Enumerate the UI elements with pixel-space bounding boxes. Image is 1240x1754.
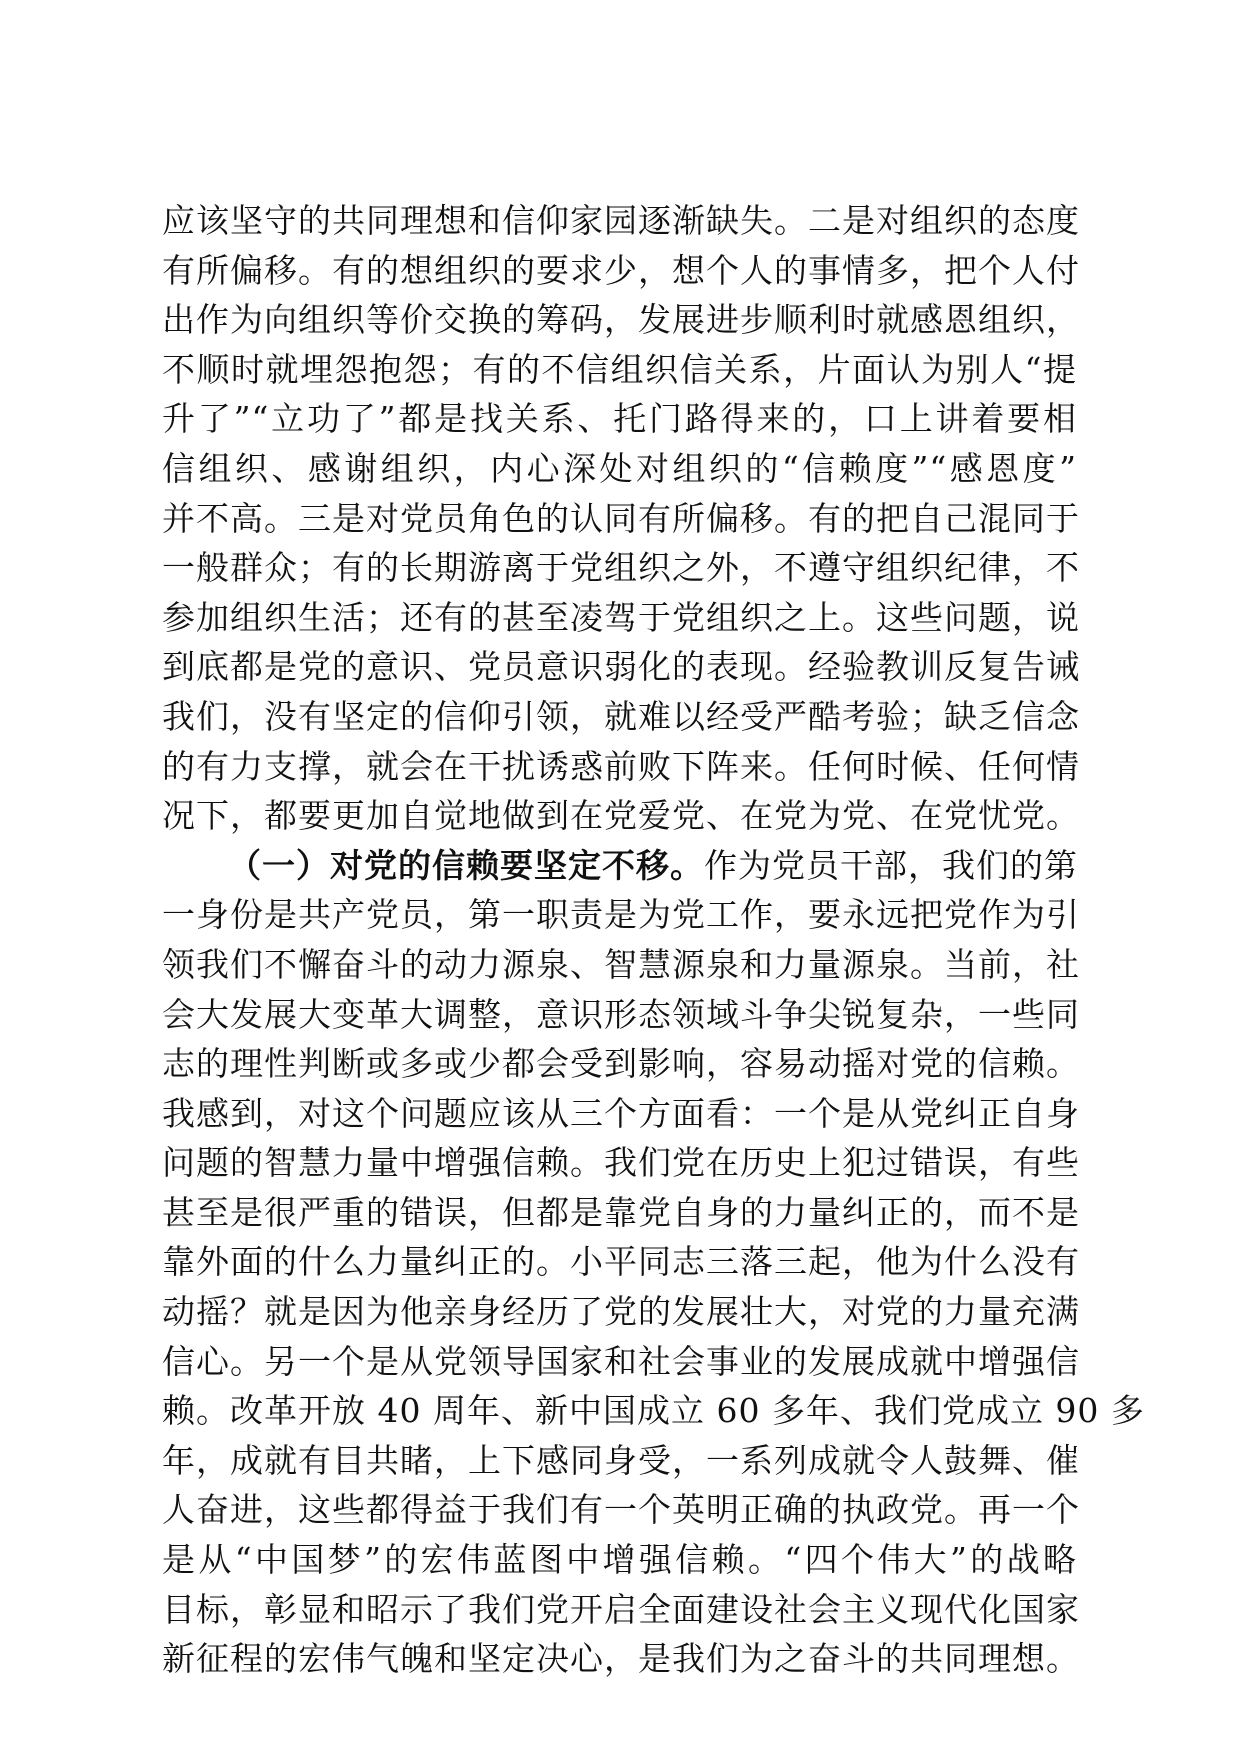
text-line: 参加组织生活；还有的甚至凌驾于党组织之上。这些问题，说 bbox=[162, 597, 1080, 637]
text-line: 的有力支撑，就会在干扰诱惑前败下阵来。任何时候、任何情 bbox=[162, 746, 1080, 786]
text-line: 有所偏移。有的想组织的要求少，想个人的事情多，把个人付 bbox=[162, 250, 1080, 290]
text-line: 问题的智慧力量中增强信赖。我们党在历史上犯过错误，有些 bbox=[162, 1143, 1080, 1183]
text-line: 我们，没有坚定的信仰引领，就难以经受严酷考验；缺乏信念 bbox=[162, 696, 1080, 736]
text-line: 目标，彰显和昭示了我们党开启全面建设社会主义现代化国家 bbox=[162, 1589, 1080, 1629]
text-line: 况下，都要更加自觉地做到在党爱党、在党为党、在党忧党。 bbox=[162, 796, 1080, 836]
text-line: 动摇？就是因为他亲身经历了党的发展壮大，对党的力量充满 bbox=[162, 1292, 1080, 1332]
text-line: 不顺时就埋怨抱怨；有的不信组织信关系，片面认为别人“提 bbox=[162, 349, 1077, 389]
text-line: 到底都是党的意识、党员意识弱化的表现。经验教训反复告诫 bbox=[162, 647, 1080, 687]
text-line: 领我们不懈奋斗的动力源泉、智慧源泉和力量源泉。当前，社 bbox=[162, 944, 1080, 984]
text-line: 年，成就有目共睹，上下感同身受，一系列成就令人鼓舞、催 bbox=[162, 1440, 1080, 1480]
text-run: 作为党员干部，我们的第 bbox=[704, 845, 1078, 885]
paragraph-1 bbox=[162, 196, 1080, 841]
text-line: 靠外面的什么力量纠正的。小平同志三落三起，他为什么没有 bbox=[162, 1242, 1080, 1282]
body-text bbox=[162, 196, 1145, 1684]
text-line: 会大发展大变革大调整，意识形态领域斗争尖锐复杂，一些同 bbox=[162, 994, 1080, 1034]
text-line: 我感到，对这个问题应该从三个方面看：一个是从党纠正自身 bbox=[162, 1093, 1080, 1133]
text-line: 赖。改革开放 40 周年、新中国成立 60 多年、我们党成立 90 多 bbox=[162, 1391, 1145, 1431]
text-line: 应该坚守的共同理想和信仰家园逐渐缺失。二是对组织的态度 bbox=[162, 201, 1080, 240]
text-line: 人奋进，这些都得益于我们有一个英明正确的执政党。再一个 bbox=[162, 1490, 1080, 1530]
text-line: 甚至是很严重的错误，但都是靠党自身的力量纠正的，而不是 bbox=[162, 1192, 1080, 1232]
text-line: 志的理性判断或多或少都会受到影响，容易动摇对党的信赖。 bbox=[162, 1044, 1080, 1084]
section-heading: （一）对党的信赖要坚定不移。 bbox=[228, 845, 704, 885]
text-line-first bbox=[162, 841, 1077, 891]
text-line: 升了”“立功了”都是找关系、托门路得来的，口上讲着要相 bbox=[162, 399, 1077, 439]
text-line: 并不高。三是对党员角色的认同有所偏移。有的把自己混同于 bbox=[162, 498, 1080, 538]
paragraph-2 bbox=[162, 841, 1145, 1684]
text-line: 一身份是共产党员，第一职责是为党工作，要永远把党作为引 bbox=[162, 895, 1080, 935]
text-line: 新征程的宏伟气魄和坚定决心，是我们为之奋斗的共同理想。 bbox=[162, 1639, 1080, 1679]
text-line: 信心。另一个是从党领导国家和社会事业的发展成就中增强信 bbox=[162, 1341, 1080, 1381]
text-line: 一般群众；有的长期游离于党组织之外，不遵守组织纪律，不 bbox=[162, 548, 1080, 588]
text-line: 信组织、感谢组织，内心深处对组织的“信赖度”“感恩度” bbox=[162, 448, 1077, 488]
text-line: 是从“中国梦”的宏伟蓝图中增强信赖。“四个伟大”的战略 bbox=[162, 1540, 1077, 1580]
text-line: 出作为向组织等价交换的筹码，发展进步顺利时就感恩组织， bbox=[162, 300, 1080, 340]
